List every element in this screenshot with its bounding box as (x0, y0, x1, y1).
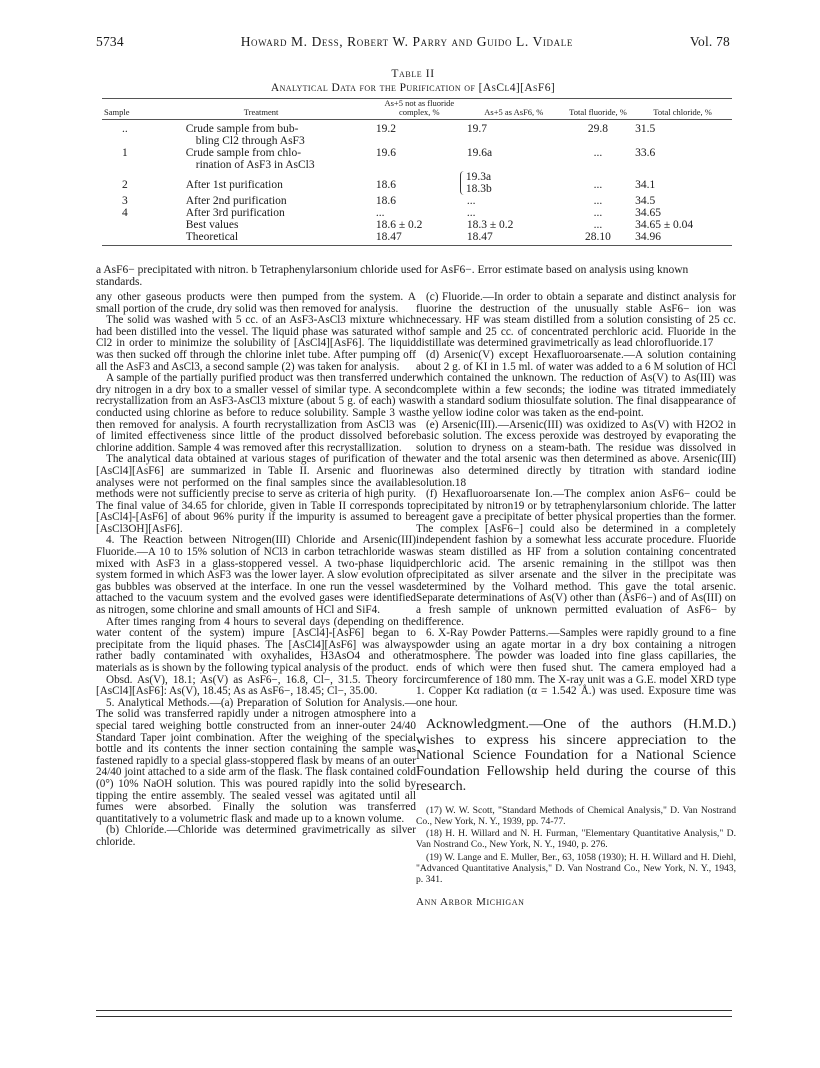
reference-item: (18) H. H. Willard and N. H. Furman, "Elementary Quantitative Analysis," D. Van Nostrand Co., New York, N. Y., 1940, p. 276. (416, 828, 736, 851)
cell-sample: .. (122, 123, 128, 135)
paragraph: 5. Analytical Methods.—(a) Preparation of Solution for Analysis.—The solid was transferred rapidly under a nitrogen atmosphere into a special tared weighing bottle constructed from an inner-outer 24/40 Standard Taper joint combination. After the weighing of the special bottle and its contents the inner section containing the sample was fastened rapidly to a special glass-stoppered flask by means of an outer 24/40 joint attached to a side arm of the flask. The flask contained cold (0°) 10% NaOH solution. This was poured rapidly into the solid by tipping the entire assembly. The sealed vessel was agitated until all fumes were absorbed. Finally the solution was transferred quantitatively to a volumetric flask and made up to a known volume. (96, 696, 416, 825)
references (416, 805, 736, 885)
cell-as-asf6-value: 19.3a (465, 171, 492, 183)
cell-sample (102, 231, 184, 246)
cell-as-asf6: ... (466, 195, 476, 207)
cell-total-chloride: 34.65 ± 0.04 (635, 219, 694, 231)
cell-as-asf6-value: 18.3b (465, 183, 492, 195)
cell-as-not-fluoride: 18.6 (375, 179, 396, 191)
paragraph: (d) Arsenic(V) except Hexafluoroarsenate.—A solution containing about 2 g. of KI in 1.5 ml. of water was added to a 6 M solution of HCl which contained the unknown. The reduction of As(V) to As(III) was complete within a few seconds; the iodine was titrated immediately with a standard sodium thiosulfate solution. The final disappearance of the yellow iodine color was taken as the end-point. (416, 348, 736, 419)
cell-as-not-fluoride: 18.47 (374, 231, 465, 246)
table-row (102, 171, 732, 195)
table-title: Table II (391, 68, 435, 80)
cell-total-fluoride: ... (593, 147, 603, 159)
table-row (102, 219, 732, 231)
col-header-as-not-fluoride: As+5 not as fluoride complex, % (384, 98, 455, 117)
bottom-rule (96, 1016, 732, 1017)
paragraph: After times ranging from 4 hours to several days (depending on the water content of the system) impure [AsCl4]-[AsF6] began to precipitate from the liquid phases. The [AsCl4][AsF6] was always rather badly contaminated with oxyhalides, H3AsO4 and other materials as is shown by the following typical analysis of the product. (96, 615, 416, 674)
cell-treatment: Theoretical (184, 231, 374, 246)
paragraph: (b) Chloride.—Chloride was determined gravimetrically as silver chloride. (96, 824, 416, 848)
table-row (102, 195, 732, 207)
cell-as-not-fluoride: 18.6 (375, 195, 396, 207)
table-row (102, 207, 732, 219)
paragraph: (f) Hexafluoroarsenate Ion.—The complex anion AsF6− could be precipitated by nitron19 or by tetraphenylarsonium chloride. The latter reagent gave a precipitate of better physical properties than the former. The complex [AsF6−] could also be determined in a completely independent fashion by a somewhat less accurate procedure. Fluoride was steam distilled as HF from a solution containing concentrated perchloric acid. The arsenic remaining in the stillpot was then precipitated as silver arsenate and the silver in the precipitate was determined by the Volhard method. This gave the total arsenic. Separate determinations of As(V) other than (AsF6−) and of As(III) on a fresh sample of unknown permitted evaluation of AsF6− by difference. (416, 488, 736, 628)
table-row (102, 147, 732, 171)
cell-total-chloride: 34.65 (635, 207, 661, 219)
col-header-sample: Sample (104, 107, 130, 117)
cell-total-chloride: 34.96 (633, 231, 732, 246)
paragraph: (e) Arsenic(III).—Arsenic(III) was oxidized to As(V) with H2O2 in basic solution. The excess peroxide was destroyed by evaporating the solution to dryness on a steam-bath. The residue was dissolved in water and the total arsenic was then determined as above. Arsenic(III) was also determined directly by titration with standard iodine solution.18 (416, 418, 736, 489)
cell-total-fluoride: ... (593, 179, 603, 191)
acknowledgment: Acknowledgment.—One of the authors (H.M.D.) wishes to express his sincere appreciation to the National Science Foundation for a National Science Foundation Fellowship held during the course of this research. (416, 717, 736, 795)
col-header-treatment: Treatment (243, 107, 279, 117)
table-caption: Analytical Data for the Purification of [AsCl4][AsF6] (270, 82, 556, 94)
cell-sample: 4 (122, 207, 128, 219)
cell-total-fluoride: 28.10 (563, 231, 633, 246)
cell-sample: 1 (122, 147, 128, 159)
cell-as-not-fluoride: ... (375, 207, 385, 219)
bottom-rule (96, 1010, 732, 1011)
authors: Howard M. Dess, Robert W. Parry and Guido L. Vidale (240, 34, 573, 49)
paragraph: The solid was washed with 5 cc. of an AsF3-AsCl3 mixture which had been distilled into the vessel. The liquid phase was saturated with Cl2 in order to minimize the solubility of [AsCl4][AsF6]. The liquid was then sucked off through the chlorine inlet tube. After pumping off all the AsF3 and AsCl3, a second sample (2) was taken for analysis. (96, 314, 416, 373)
cell-total-fluoride: ... (593, 195, 603, 207)
right-column (416, 292, 736, 909)
reference-item: (19) W. Lange and E. Muller, Ber., 63, 1058 (1930); H. H. Willard and H. Diehl, "Advanced Quantitative Analysis," D. Van Nostrand Co., New York, N. Y., 1943, p. 341. (416, 851, 736, 886)
cell-as-asf6: ... (466, 207, 476, 219)
paragraph: A sample of the partially purified product was then transferred under dry nitrogen in a dry box to a smaller vessel of similar type. A second recrystallization from an AsF3-AsCl3 mixture (about 5 g. of each) was conducted using chlorine as before to reduce solubility. Sample 3 was then removed for analysis. A fourth recrystallization from AsCl3 was of limited effectiveness since little of the product dissolved before chlorine addition. Sample 4 was removed after this recrystallization. (96, 372, 416, 454)
cell-as-not-fluoride: 19.6 (375, 147, 396, 159)
analytical-data-table (102, 98, 732, 246)
cell-total-chloride: 33.6 (635, 147, 656, 159)
cell-total-fluoride: ... (593, 207, 603, 219)
location: Ann Arbor Michigan (416, 896, 525, 909)
cell-treatment-line: Crude sample from bub- (185, 123, 299, 135)
cell-treatment-line: rination of AsF3 in AsCl3 (195, 159, 315, 171)
paragraph: Obsd. As(V), 18.1; As(V) as AsF6−, 16.8, Cl−, 31.5. Theory for [AsCl4][AsF6]: As(V), 18.45; As as AsF6−, 18.45; Cl−, 35.00. (96, 673, 416, 698)
cell-as-not-fluoride: 18.6 ± 0.2 (375, 219, 423, 231)
cell-treatment (184, 147, 374, 171)
cell-treatment: After 3rd purification (185, 207, 285, 219)
table-footnote: a AsF6− precipitated with nitron. b Tetraphenylarsonium chloride used for AsF6−. Error estimate based on analysis using known standards. (96, 264, 689, 288)
left-column (96, 292, 416, 849)
cell-treatment-line: Crude sample from chlo- (185, 147, 302, 159)
col-header-as-asf6: As+5 as AsF6, % (484, 107, 544, 117)
reference-item: (17) W. W. Scott, "Standard Methods of Chemical Analysis," D. Van Nostrand Co., New York, N. Y., 1939, pp. 74-77. (416, 804, 736, 828)
cell-treatment-line: bling Cl2 through AsF3 (195, 135, 305, 147)
cell-as-asf6: 19.6a (466, 147, 493, 159)
cell-total-fluoride: ... (593, 219, 603, 231)
table-row (102, 231, 732, 246)
cell-total-fluoride: 29.8 (587, 123, 609, 135)
cell-as-asf6: 18.47 (465, 231, 563, 246)
col-header-total-chloride: Total chloride, % (653, 107, 712, 117)
cell-treatment (184, 120, 374, 147)
cell-sample (102, 219, 184, 231)
cell-treatment: Best values (185, 219, 239, 231)
cell-as-asf6: 19.7 (466, 123, 487, 135)
paragraph: (c) Fluoride.—In order to obtain a separate and distinct analysis for fluorine the destruction of the unusually stable AsF6− ion was necessary. HF was steam distilled from a solution consisting of 25 cc. of sample and 25 cc. of concentrated perchloric acid. Fluoride in the distillate was determined gravimetrically as lead chlorofluoride.17 (416, 291, 736, 350)
cell-as-asf6: 18.3 ± 0.2 (466, 219, 514, 231)
cell-treatment: After 1st purification (185, 179, 283, 191)
paragraph: 4. The Reaction between Nitrogen(III) Chloride and Arsenic(III) Fluoride.—A 10 to 15% solution of NCl3 in carbon tetrachloride was mixed with AsF3 in a glass-stoppered vessel. A two-phase liquid system formed in which AsF3 was the lower layer. A slow evolution of gas bubbles was observed at the interface. In one run the vessel was attached to the vacuum system and the evolved gases were identified as nitrogen, some chlorine and small amounts of HCl and SiF4. (96, 534, 416, 617)
brace-group (460, 171, 492, 195)
page-number: 5734 (96, 34, 124, 49)
cell-sample: 2 (122, 179, 128, 191)
cell-total-chloride: 34.1 (635, 179, 656, 191)
cell-as-not-fluoride: 19.2 (375, 123, 396, 135)
running-head (96, 34, 730, 50)
volume: Vol. 78 (689, 34, 730, 49)
cell-sample: 3 (122, 195, 128, 207)
cell-as-asf6 (465, 171, 563, 195)
cell-treatment: After 2nd purification (185, 195, 287, 207)
paragraph: The analytical data obtained at various stages of purification of the [AsCl4][AsF6] are summarized in Table II. Arsenic and fluorine analyses were not performed on the final samples since the available methods were not sufficiently precise to serve as criteria of high purity. The final value of 34.65 for chloride, given in Table II corresponds to [AsCl4]-[AsF6] of about 96% purity if the impurity is assumed to be [AsCl3OH][AsF6]. (96, 453, 416, 535)
col-header-total-fluoride: Total fluoride, % (569, 107, 627, 117)
paragraph: 6. X-Ray Powder Patterns.—Samples were rapidly ground to a fine powder using an agate mortar in a dry box containing a nitrogen atmosphere. The powder was loaded into fine glass capillaries, the ends of which were then fused shut. The camera employed had a circumference of 180 mm. The X-ray unit was a G.E. model XRD type 1. Copper Kα radiation (α = 1.542 Å.) was used. Exposure time was one hour. (416, 627, 736, 709)
paragraph: any other gaseous products were then pumped from the system. A small portion of the crude, dry solid was then removed for analysis. (96, 291, 416, 315)
table-row (102, 120, 732, 147)
cell-total-chloride: 31.5 (635, 123, 656, 135)
cell-total-chloride: 34.5 (635, 195, 656, 207)
